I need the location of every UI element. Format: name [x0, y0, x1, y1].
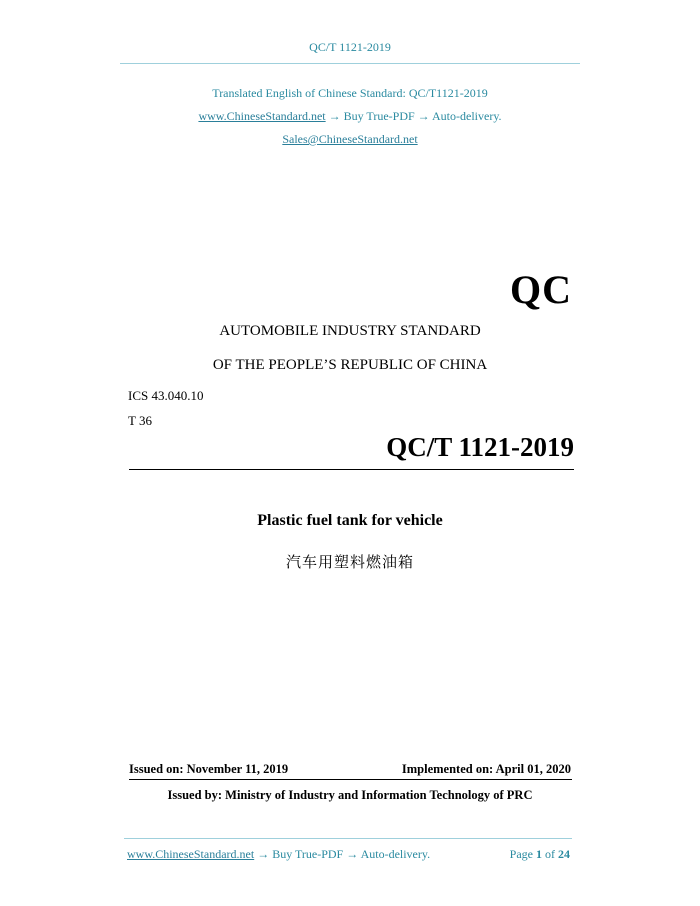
buy-suffix: → Buy True-PDF → Auto-delivery. — [328, 109, 502, 123]
email-line — [0, 132, 700, 147]
footer-buy-suffix: → Buy True-PDF → Auto-delivery. — [257, 847, 431, 861]
header-divider — [120, 63, 580, 64]
site-link[interactable]: www.ChineseStandard.net — [198, 109, 326, 123]
chinese-title: 汽车用塑料燃油箱 — [285, 553, 414, 571]
translation-buy-line — [0, 109, 700, 124]
ics-code: ICS 43.040.10 — [128, 388, 204, 403]
standard-number: QC/T 1121-2019 — [386, 432, 574, 462]
footer-buy-line — [127, 847, 430, 862]
sales-email-link[interactable]: Sales@ChineseStandard.net — [282, 132, 418, 146]
footer-site-link[interactable]: www.ChineseStandard.net — [127, 847, 255, 861]
footer-divider — [124, 838, 572, 839]
qc-mark: QC — [510, 267, 572, 312]
page-label: Page — [509, 847, 533, 861]
page-indicator — [510, 847, 570, 862]
classification-code: T 36 — [128, 413, 152, 428]
implemented-on-date: Implemented on: April 01, 2020 — [401, 762, 571, 776]
of-label: of — [545, 847, 555, 861]
english-title: Plastic fuel tank for vehicle — [257, 512, 443, 529]
title-divider — [129, 469, 574, 470]
issue-divider — [129, 779, 572, 780]
standard-type-line2: OF THE PEOPLE’S REPUBLIC OF CHINA — [212, 357, 488, 373]
translation-notice: Translated English of Chinese Standard: QC/T1121-2019 — [212, 86, 488, 100]
page-header-code: QC/T 1121-2019 — [309, 40, 391, 54]
page-total: 24 — [558, 847, 570, 861]
issuing-authority: Issued by: Ministry of Industry and Information Technology of PRC — [167, 788, 533, 802]
issued-on-date: Issued on: November 11, 2019 — [129, 762, 289, 776]
page-number: 1 — [536, 847, 542, 861]
standard-type-line1: AUTOMOBILE INDUSTRY STANDARD — [219, 323, 481, 339]
